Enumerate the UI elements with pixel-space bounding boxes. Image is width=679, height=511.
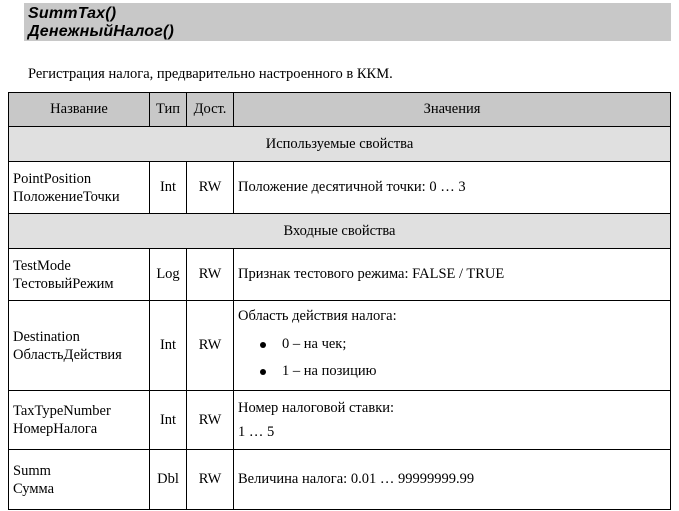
property-name-ru: НомерНалога [13,421,98,437]
section-label: Используемые свойства [9,127,671,162]
function-description: Регистрация налога, предварительно настроенного в ККМ. [28,66,393,82]
property-value-cell [234,391,671,450]
property-value: Номер налоговой ставки: [238,400,395,416]
table-row [9,301,671,391]
property-name-ru: ПоложениеТочки [13,188,120,205]
function-title-en: SummTax() [28,5,117,22]
property-value: Область действия налога: [238,307,397,324]
column-header-values: Значения [234,93,671,127]
property-name-en: Destination [13,328,80,345]
property-name-cell [9,301,150,391]
table-header-row [9,93,671,127]
property-name-en: Summ [13,462,51,479]
property-access: RW [187,301,234,391]
property-value-cell [234,301,671,391]
list-item: 1 – на позицию [260,358,666,385]
table-row [9,162,671,214]
property-access: RW [187,450,234,510]
table-row [9,249,671,301]
property-name-en: PointPosition [13,170,92,187]
property-name-en: TestMode [13,257,71,274]
property-name-ru: ОбластьДействия [13,346,122,363]
list-item: 0 – на чек; [260,331,666,358]
property-value: Признак тестового режима: FALSE / TRUE [234,249,671,301]
property-access: RW [187,391,234,450]
table-row [9,450,671,510]
property-type: Dbl [150,450,187,510]
function-title-bar [24,3,671,41]
property-name-cell [9,391,150,450]
property-value: Положение десятичной точки: 0 … 3 [234,162,671,214]
property-value: Величина налога: 0.01 … 99999999.99 [234,450,671,510]
section-row-used-properties [9,127,671,162]
property-type: Int [150,301,187,391]
property-name-cell [9,162,150,214]
property-access: RW [187,249,234,301]
property-name-cell [9,249,150,301]
property-value-range: 1 … 5 [238,424,275,440]
section-label: Входные свойства [9,214,671,249]
property-name-ru: Сумма [13,480,55,497]
function-title-ru: ДенежныйНалог() [28,23,175,40]
value-bullet-list [238,331,666,385]
column-header-type: Тип [150,93,187,127]
properties-table [8,92,671,510]
column-header-name: Название [9,93,150,127]
property-access: RW [187,162,234,214]
table-row [9,391,671,450]
column-header-access: Дост. [187,93,234,127]
property-type: Log [150,249,187,301]
property-type: Int [150,162,187,214]
section-row-input-properties [9,214,671,249]
property-name-cell [9,450,150,510]
property-name-ru: ТестовыйРежим [13,275,114,292]
property-type: Int [150,391,187,450]
property-name-en: TaxTypeNumber [13,403,111,419]
